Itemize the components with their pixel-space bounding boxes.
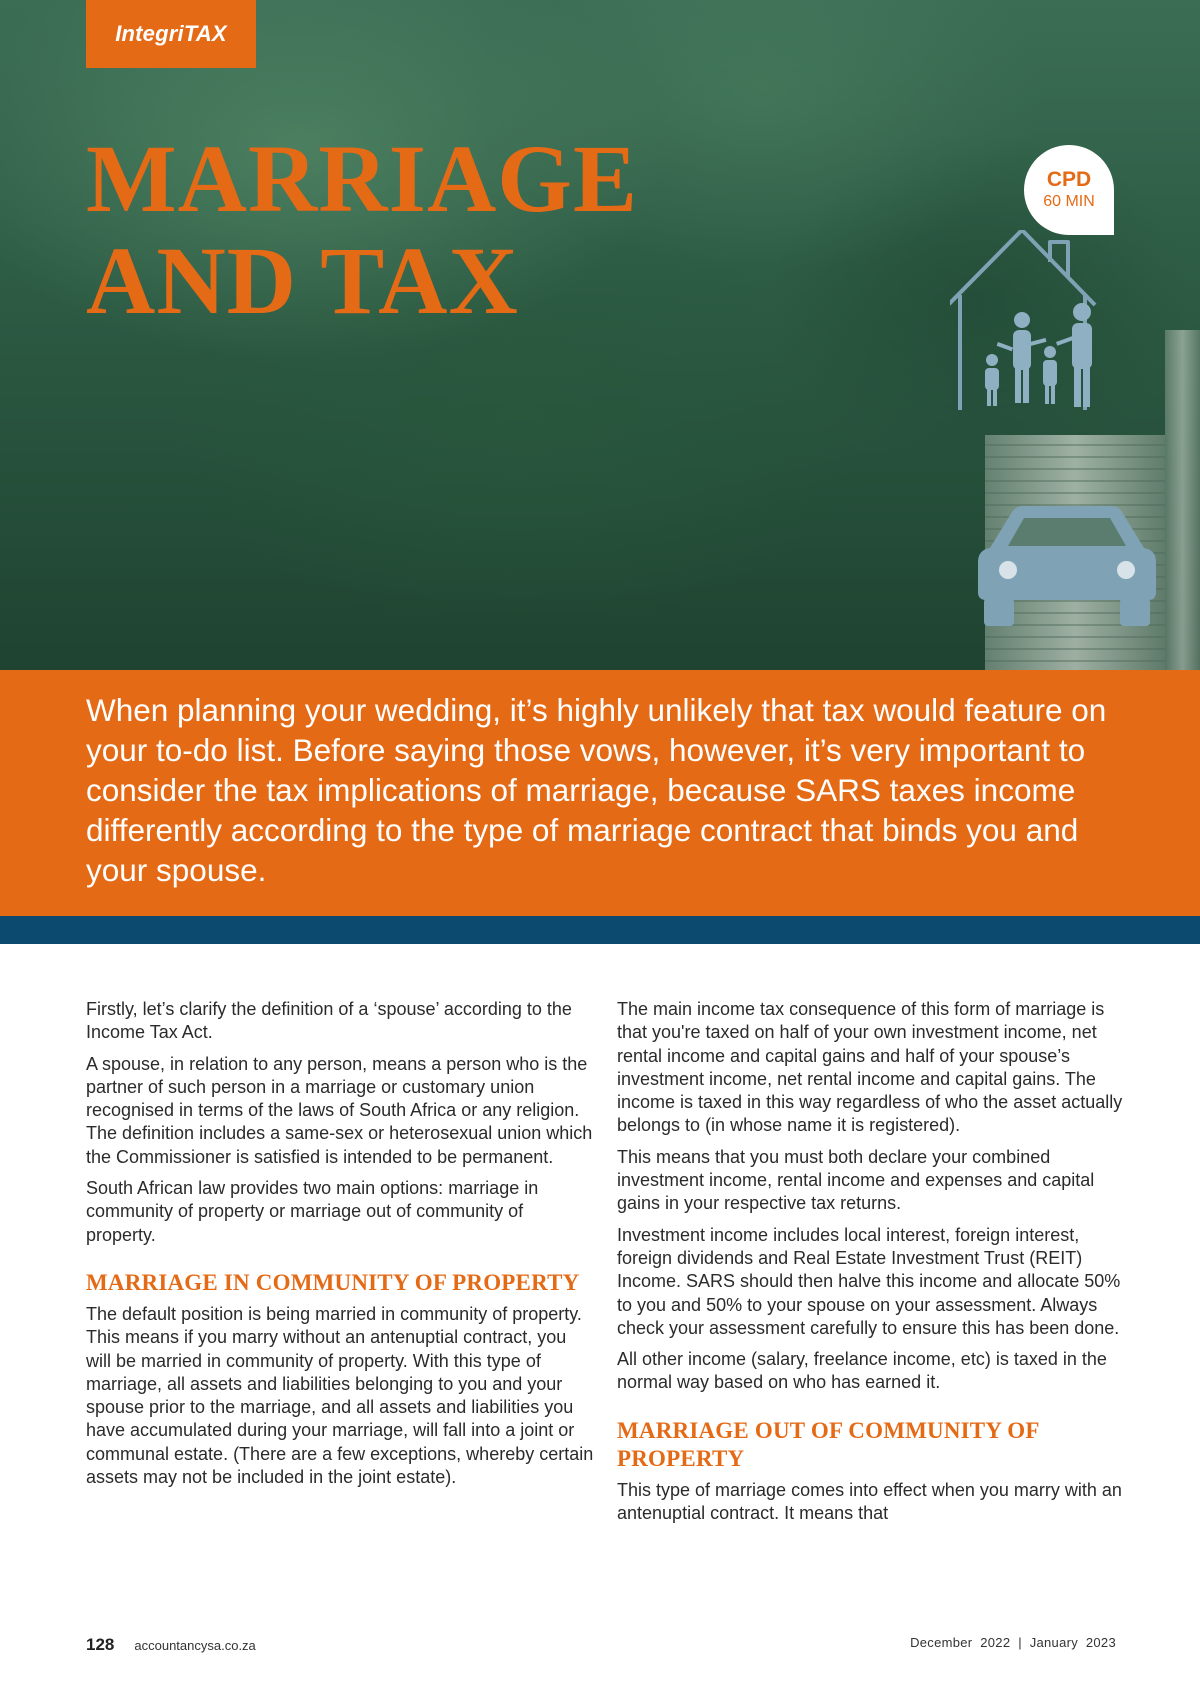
cpd-badge bbox=[1024, 145, 1114, 235]
paragraph: The main income tax consequence of this form of marriage is that you're taxed on half of your own investment income, net rental income and capital gains and half of your spouse’s investment income, net rental income and capital gains. The income is taxed in this way regardless of who the asset actually belongs to (in whose name it is registered). bbox=[617, 999, 1123, 1136]
section-heading-out-of-community: MARRIAGE OUT OF COMMUNITY OF PROPERTY bbox=[617, 1417, 1039, 1471]
paragraph: The default position is being married in community of property. This means if you marry without an antenuptial contract, you will be married in community of property. With this type of marriage, all assets and liabilities belonging to you and your spouse prior to the marriage, and all assets and liabilities you have accumulated during your marriage, will fall into a joint or communal estate. (There are a few exceptions, whereby certain assets may not be included in the joint estate). bbox=[86, 1303, 594, 1488]
intro-standfirst bbox=[0, 670, 1200, 916]
hero-banner bbox=[0, 0, 1200, 670]
paragraph: South African law provides two main options: marriage in community of property or marriage out of community of property. bbox=[86, 1178, 539, 1245]
cpd-label: CPD bbox=[1046, 168, 1092, 191]
title-line-2: AND TAX bbox=[86, 227, 519, 334]
page-number: 128 bbox=[86, 1635, 115, 1654]
paragraph: Investment income includes local interest, foreign interest, foreign dividends and Real Estate Investment Trust (REIT) Income. SARS should then halve this income and allocate 50% to you and 50% to your spouse on your assessment. Always check your assessment carefully to ensure this has been done. bbox=[617, 1224, 1121, 1338]
brand-name: IntegriTAX bbox=[115, 21, 227, 46]
issue-date: December 2022 | January 2023 bbox=[910, 1635, 1116, 1650]
paragraph: This means that you must both declare your combined investment income, rental income and expenses and capital gains in your respective tax returns. bbox=[617, 1146, 1095, 1214]
paragraph: Firstly, let’s clarify the definition of a ‘spouse’ according to the Income Tax Act. bbox=[86, 999, 572, 1043]
left-column bbox=[86, 998, 596, 1497]
intro-text: When planning your wedding, it’s highly unlikely that tax would feature on your to-do list. Before saying those vows, however, it’s very important to consider the tax implications of marriage, because SARS taxes income differently according to the type of marriage contract that binds you and your spouse. bbox=[86, 692, 1107, 888]
paragraph: All other income (salary, freelance income, etc) is taxed in the normal way based on who has earned it. bbox=[617, 1349, 1107, 1393]
section-heading-in-community: MARRIAGE IN COMMUNITY OF PROPERTY bbox=[86, 1269, 580, 1295]
paragraph: A spouse, in relation to any person, means a person who is the partner of such person in a marriage or customary union recognised in terms of the laws of South Africa or any religion. The definition includes a same-sex or heterosexual union which the Commissioner is satisfied is intended to be permanent. bbox=[86, 1053, 593, 1167]
page-footer-left bbox=[86, 1635, 256, 1655]
brand-logo bbox=[86, 0, 256, 68]
paragraph: This type of marriage comes into effect when you marry with an antenuptial contract. It means that bbox=[617, 1479, 1122, 1524]
title-line-1: MARRIAGE bbox=[86, 125, 638, 232]
cpd-duration: 60 MIN bbox=[1043, 193, 1095, 210]
divider-bar bbox=[0, 916, 1200, 944]
article-title bbox=[86, 125, 846, 334]
right-column bbox=[617, 998, 1127, 1533]
house-family-coins-illustration bbox=[950, 230, 1200, 670]
website-link[interactable]: accountancysa.co.za bbox=[134, 1638, 256, 1653]
family-icon bbox=[985, 303, 1092, 407]
